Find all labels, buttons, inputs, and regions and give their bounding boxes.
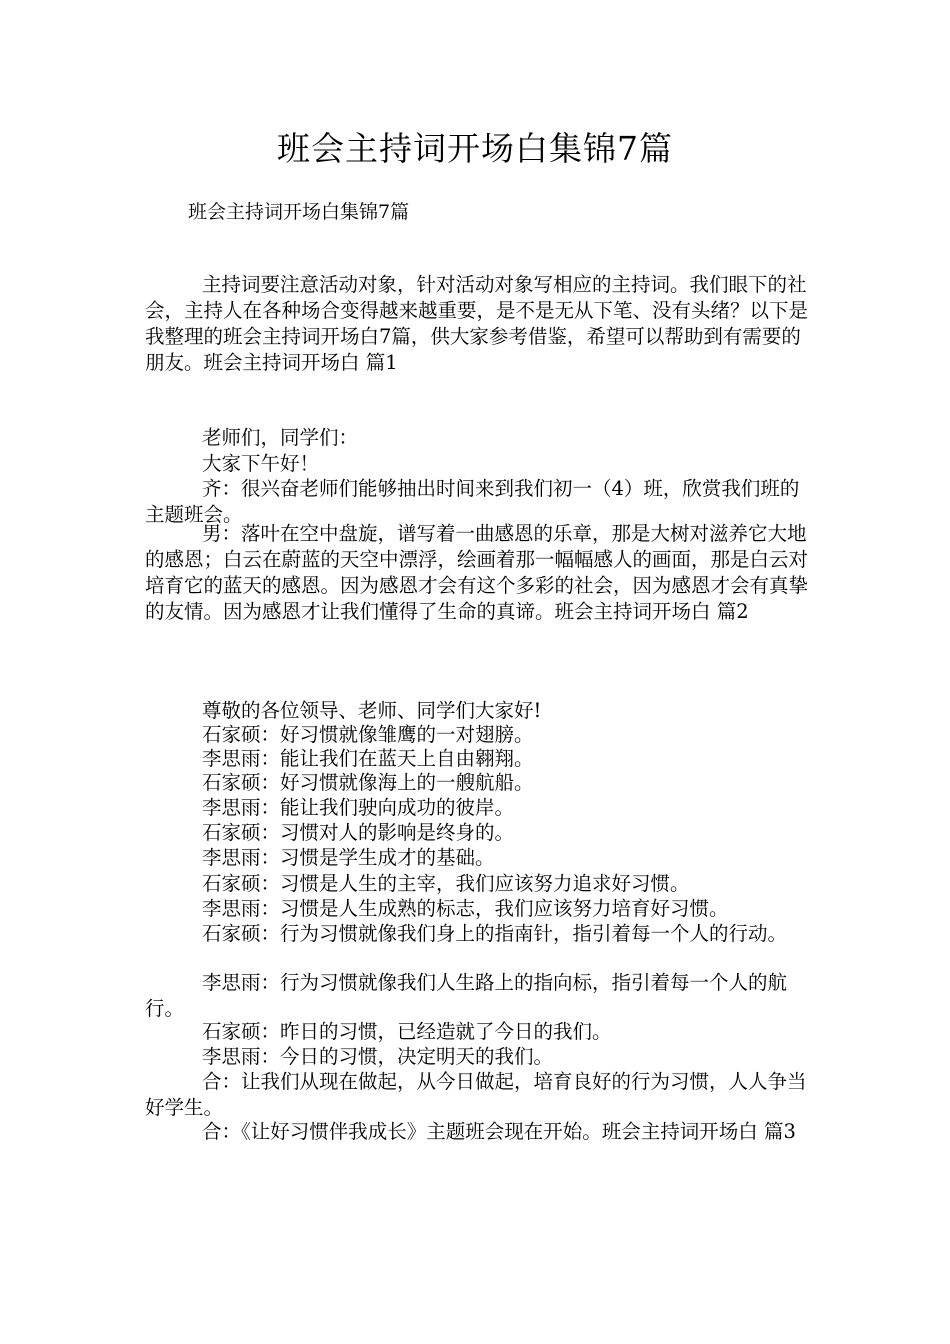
dialogue-line: 李思雨：能让我们在蓝天上自由翱翔。 [202, 747, 534, 770]
document-title: 班会主持词开场白集锦7篇 [277, 129, 673, 168]
dialogue-paragraph: 李思雨：行为习惯就像我们人生路上的指向标，指引着每一个人的航行。 [145, 971, 788, 1020]
welcome-line: 尊敬的各位领导、老师、同学们大家好! [202, 699, 542, 722]
dialogue-line: 石家硕：习惯是人生的主宰，我们应该努力追求好习惯。 [202, 872, 690, 895]
dialogue-line: 李思雨：习惯是学生成才的基础。 [202, 846, 495, 869]
dialogue-line: 李思雨：习惯是人生成熟的标志，我们应该努力培育好习惯。 [202, 897, 729, 920]
dialogue-line: 李思雨：能让我们驶向成功的彼岸。 [202, 796, 515, 819]
dialogue-paragraph: 合：《让好习惯伴我成长》主题班会现在开始。班会主持词开场白 篇3 [202, 1120, 796, 1143]
qi-paragraph: 齐：很兴奋老师们能够抽出时间来到我们初一（4）班，欣赏我们班的主题班会。 [145, 477, 800, 526]
dialogue-line: 石家硕：好习惯就像海上的一艘航船。 [202, 771, 534, 794]
dialogue-line: 石家硕：习惯对人的影响是终身的。 [202, 821, 515, 844]
document-subtitle: 班会主持词开场白集锦7篇 [188, 201, 410, 223]
greeting-line: 老师们，同学们： [202, 426, 359, 449]
dialogue-line: 李思雨：今日的习惯，决定明天的我们。 [202, 1045, 554, 1068]
intro-paragraph: 主持词要注意活动对象，针对活动对象写相应的主持词。我们眼下的社会，主持人在各种场合变得越来越重要，是不是无从下笔、没有头绪？以下是我整理的班会主持词开场白7篇，供大家参考借鉴，希望可以帮助到有需要的朋友。班会主持词开场白 篇1 [145, 273, 809, 374]
dialogue-paragraph: 合：让我们从现在做起，从今日做起，培育良好的行为习惯，人人争当好学生。 [145, 1070, 807, 1119]
dialogue-paragraph: 石家硕：行为习惯就像我们身上的指南针，指引着每一个人的行动。 [202, 922, 788, 945]
dialogue-line: 石家硕：好习惯就像雏鹰的一对翅膀。 [202, 723, 534, 746]
dialogue-line: 石家硕：昨日的习惯，已经造就了今日的我们。 [202, 1020, 612, 1043]
hello-line: 大家下午好！ [202, 452, 320, 475]
nan-paragraph: 男：落叶在空中盘旋，谱写着一曲感恩的乐章，那是大树对滋养它大地的感恩；白云在蔚蓝的天空中漂浮，绘画着那一幅幅感人的画面，那是白云对培育它的蓝天的感恩。因为感恩才会有这个多彩的社会，因为感恩才会有真挚的友情。因为感恩才让我们懂得了生命的真谛。班会主持词开场白 篇2 [145, 522, 809, 623]
